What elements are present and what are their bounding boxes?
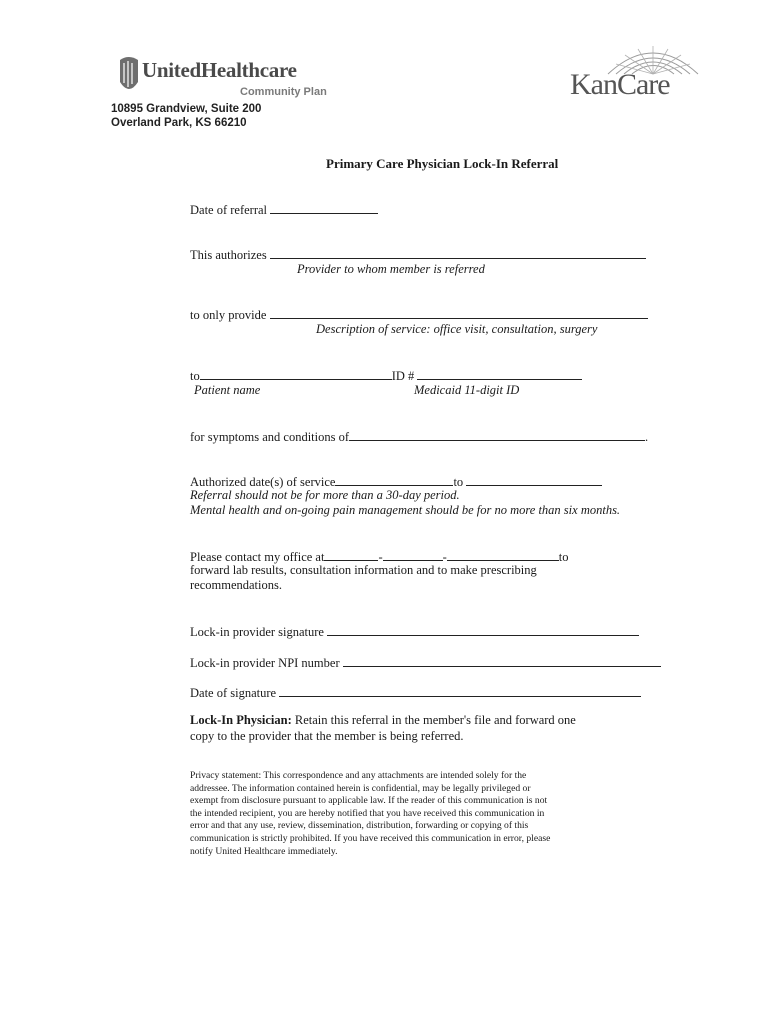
patient-name-caption: Patient name [194, 383, 261, 397]
date-of-referral-row [190, 201, 378, 218]
form-title: Primary Care Physician Lock-In Referral [326, 156, 559, 171]
provider-field[interactable] [270, 246, 646, 259]
lockin-instructions-line-2: copy to the provider that the member is being referred. [190, 729, 464, 743]
privacy-statement [190, 770, 590, 858]
address-line-2: Overland Park, KS 66210 [111, 117, 247, 129]
uhc-logo-subtitle: Community Plan [240, 86, 327, 98]
service-start-date-field[interactable] [335, 473, 453, 486]
signature-row [190, 623, 639, 640]
to-label: to [190, 369, 200, 383]
phone-line-field[interactable] [447, 548, 559, 561]
symptoms-row [190, 428, 648, 445]
provide-row [190, 306, 648, 323]
phone-dash-2: - [442, 550, 447, 564]
authorizes-row [190, 246, 646, 263]
symptoms-label: for symptoms and conditions of [190, 430, 350, 444]
provide-label: to only provide [190, 308, 267, 322]
signature-field[interactable] [327, 623, 639, 636]
contact-line-3: recommendations. [190, 578, 282, 592]
provider-caption: Provider to whom member is referred [297, 262, 485, 276]
privacy-line: the intended recipient, you are hereby notified that you have received this communication in [190, 807, 545, 819]
lockin-bold-label: Lock-In Physician: [190, 713, 292, 727]
contact-to: to [558, 550, 569, 564]
date-of-referral-field[interactable] [270, 201, 378, 214]
service-description-field[interactable] [270, 306, 648, 319]
privacy-line: addressee. The information contained herein is confidential, may be legally privileged or [190, 782, 531, 794]
service-caption: Description of service: office visit, consultation, surgery [316, 322, 598, 336]
symptoms-period: . [645, 430, 649, 444]
date-of-signature-label: Date of signature [190, 686, 277, 700]
address-line-1: 10895 Grandview, Suite 200 [111, 103, 262, 115]
service-note-1: Referral should not be for more than a 30-day period. [190, 488, 460, 502]
date-of-signature-row [190, 684, 641, 701]
npi-field[interactable] [343, 654, 661, 667]
npi-label: Lock-in provider NPI number [190, 656, 340, 670]
privacy-line: exempt from disclosure pursuant to applicable law. If the reader of this communication is not [190, 795, 548, 807]
unitedhealthcare-logo [118, 52, 327, 104]
privacy-line: Privacy statement: This correspondence and any attachments are intended solely for the [190, 770, 527, 781]
authorizes-label: This authorizes [190, 248, 267, 262]
service-note-2: Mental health and on-going pain management should be for no more than six months. [190, 503, 621, 517]
symptoms-field[interactable] [349, 428, 645, 441]
npi-row [190, 654, 661, 671]
contact-line-2: forward lab results, consultation information and to make prescribing [190, 563, 537, 577]
signature-label: Lock-in provider signature [190, 625, 324, 639]
date-of-signature-field[interactable] [279, 684, 641, 697]
medicaid-id-caption: Medicaid 11-digit ID [414, 383, 520, 397]
patient-name-field[interactable] [200, 367, 392, 380]
lockin-text-1: Retain this referral in the member's file and forward one [291, 713, 576, 727]
id-label: ID # [391, 369, 415, 383]
kancare-logo [568, 40, 686, 108]
lockin-instructions-line-1 [190, 713, 576, 728]
privacy-line: notify United Healthcare immediately. [190, 845, 338, 857]
uhc-logo-text: UnitedHealthcare [142, 58, 297, 82]
phone-dash-1: - [378, 550, 383, 564]
privacy-line: error and that any use, review, dissemination, distribution, forwarding or copying of this [190, 820, 529, 832]
medicaid-id-field[interactable] [417, 367, 582, 380]
service-dates-to: to [453, 475, 464, 489]
phone-area-code-field[interactable] [324, 548, 378, 561]
phone-prefix-field[interactable] [383, 548, 443, 561]
kancare-logo-text: KanCare [570, 68, 670, 101]
uhc-shield-icon [118, 56, 140, 96]
contact-label: Please contact my office at [190, 550, 325, 564]
date-of-referral-label: Date of referral [190, 203, 268, 217]
privacy-line: communication is strictly prohibited. If you have received this communication in error, please [190, 832, 551, 844]
patient-row [190, 367, 582, 384]
service-dates-label: Authorized date(s) of service [190, 475, 336, 489]
service-end-date-field[interactable] [466, 473, 602, 486]
